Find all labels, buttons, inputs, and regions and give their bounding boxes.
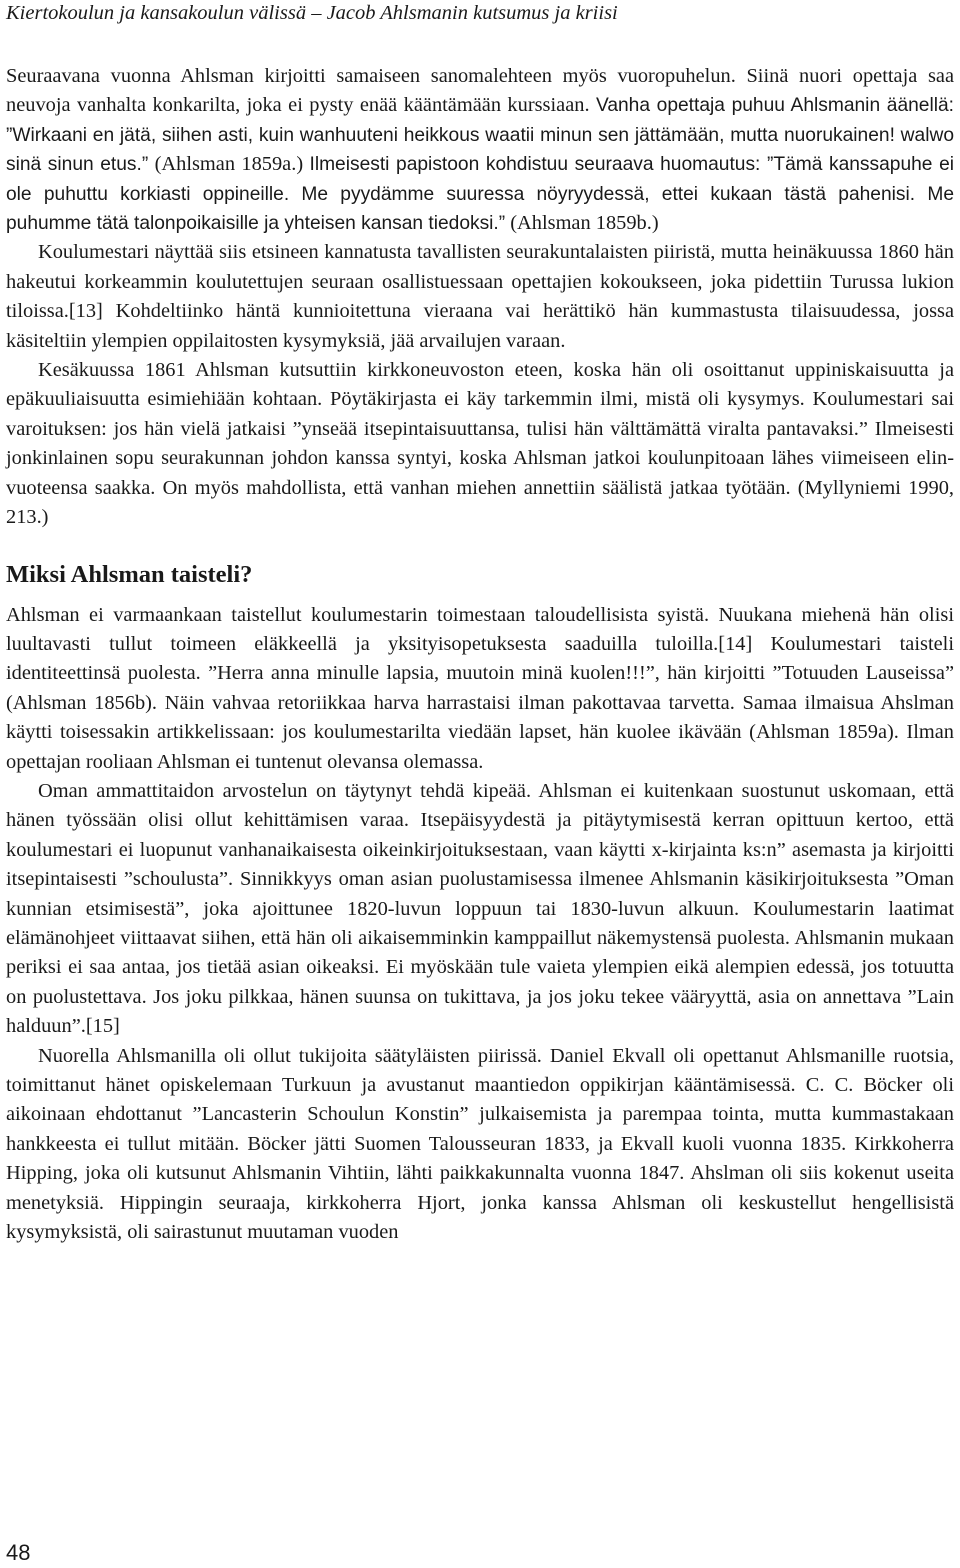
paragraph-4: Ahlsman ei varmaankaan taistellut koulumestarin toimestaan taloudellisista syistä. Nuukana miehenä hän olisi luultavasti tullut toimeen eläkkeellä ja yksityisopetuksesta saaduilla tuloilla.[14] Koulumestari taisteli identiteettinsä puolesta. ”Herra anna minulle lapsia, muutoin minä kuolen!!!”, hän kirjoitti ”Totuuden Lauseissa” (Ahlsman 1856b). Näin vahvaa retoriikkaa harva harrastaisi ilman pakottavaa tarvetta. Samaa ilmaisua Ahslman käytti toisessakin artikkelissaan: jos koulumestarilta viedään lapset, hän kuolee ikävään (Ahlsman 1859a). Ilman opettajan rooliaan Ahlsman ei tuntenut olevansa olemassa. [6, 603, 954, 773]
paragraph-3: Kesäkuussa 1861 Ahlsman kutsuttiin kirkkoneuvoston eteen, koska hän oli osoittanut uppiniskaisuutta ja epäkuuliaisuutta esimiehiään kohtaan. Pöytäkirjasta ei käy tarkemmin ilmi, mistä oli kysymys. Koulumestari sai varoituksen: jos hän vielä jatkaisi ”ynseää itsepintaisuuttansa, tulisi hän välttämättä viralta pantavaksi.” Ilmeisesti jonkinlainen sopu seurakunnan johdon kanssa syntyi, koska Ahlsman jatkoi koulunpitoaan lähes viimeiseen elinvuoteensa saakka. On myös mahdollista, että vanhan miehen annettiin säälistä jatkaa työtään. (Myllyniemi 1990, 213.) [6, 359, 954, 529]
page-number: 48 [6, 1540, 31, 1565]
citation-1: (Ahlsman 1859a.) [148, 153, 310, 176]
citation-2: (Ahlsman 1859b.) [505, 212, 659, 235]
paragraph-1 [6, 62, 954, 238]
paragraph-6: Nuorella Ahlsmanilla oli ollut tukijoita säätyläisten piirissä. Daniel Ekvall oli opettanut Ahlsmanille ruotsia, toimittanut hänet opiskelemaan Turkuun ja avustanut maantiedon oppikirjan kääntämisessä. C. C. Böcker oli aikoinaan ehdottanut ”Lancasterin Schoulun Konstin” julkaisemista ja parempaa tointa, mutta kummastakaan hankkeesta ei tullut mitään. Böcker jätti Suomen Talousseuran 1833, ja Ekvall kuoli vuonna 1835. Kirkkoherra Hipping, joka oli kutsunut Ahlsmanin Vihtiin, lähti paikkakunnalta vuonna 1847. Ahslman oli siis kokenut useita menetyksiä. Hippingin seuraaja, kirkkoherra Hjort, jonka kanssa Ahlsman oli keskustellut hengellisistä kysymyksistä, oli sairastunut muutaman vuoden [6, 1044, 954, 1244]
paragraph-5: Oman ammattitaidon arvostelun on täytynyt tehdä kipeää. Ahlsman ei kuitenkaan suostunut uskomaan, että hänen työssään olisi ollut kehittämisen varaa. Itsepäisyydestä ja pitäytymisestä kerran opittuun kertoo, että koulumestari ei luopunut vanhanaikaisesta oikeinkirjoituksestaan, vaan käytti x-kirjainta ks:n” asemasta ja kirjoitti itsepintaisesti ”schoulusta”. Sinnikkyys oman asian puolustamisessa ilmenee Ahlsmanin käsikirjoituksesta ”Oman kunnian etsimisestä”, joka ajoittunee 1820-luvun loppuun tai 1830-luvun alkuun. Koulumestarin laatimat elämänohjeet viittaavat siihen, että hän oli aikaisemminkin kamppaillut näkemystensä puolesta. Ahlsmanin mukaan periksi ei saa antaa, jos tietää asian oikeaksi. Ei myöskään tule vaieta ylempien eikä alempien edessä, jos totuutta on puolustettava. Jos joku pilkkaa, hänen suunsa on tukittava, ja jos joku tekee vääryyttä, asia on annettava ”Lain halduun”.[15] [6, 779, 954, 1038]
paragraph-1-intro: Seuraavana vuonna Ahlsman kirjoitti samaiseen sanomalehteen myös vuoropuhelun. Siinä nuori opettaja saa neuvoja vanhalta konkarilta, joka ei pysty enää kääntämään kurssiaan. [6, 65, 954, 117]
paragraph-2: Koulumestari näyttää siis etsineen kannatusta tavallisten seurakuntalaisten piiristä, mutta heinäkuussa 1860 hän hakeutui korkeammin koulutettujen seuraan osallistuessaan opettajien kokoukseen, joka pidettiin Turussa lukion tiloissa.[13] Kohdeltiinko häntä kunnioitettuna vieraana vai herättikö hän kummastusta tilaisuudessa, jossa käsiteltiin ylempien oppilaitosten kysymyksiä, jää arvailujen varaan. [6, 241, 954, 352]
section-heading: Miksi Ahlsman taisteli? [6, 560, 253, 588]
running-head: Kiertokoulun ja kansakoulun välissä – Jacob Ahlsmanin kutsumus ja kriisi [6, 2, 618, 24]
dialogue-quote-1: Vanha opettaja puhuu Ahlsmanin äänellä: ”Wirkaani en jätä, siihen asti, kuin wanhuuteni heikkous waatii minun sen jättämään, mutta nuorukainen! walwo sinä sinun etus.” [6, 95, 954, 176]
article-body [6, 62, 954, 1247]
dialogue-quote-2: Ilmeisesti papistoon kohdistuu seuraava huomautus: ”Tämä kanssapuhe ei ole puhuttu korkiasti oppineille. Me pyydämme suuressa nöyryydessä, ettei kukaan tästä pahenisi. Me puhumme tätä talonpoikaisille ja yhteisen kansan tiedoksi.” [6, 154, 955, 235]
